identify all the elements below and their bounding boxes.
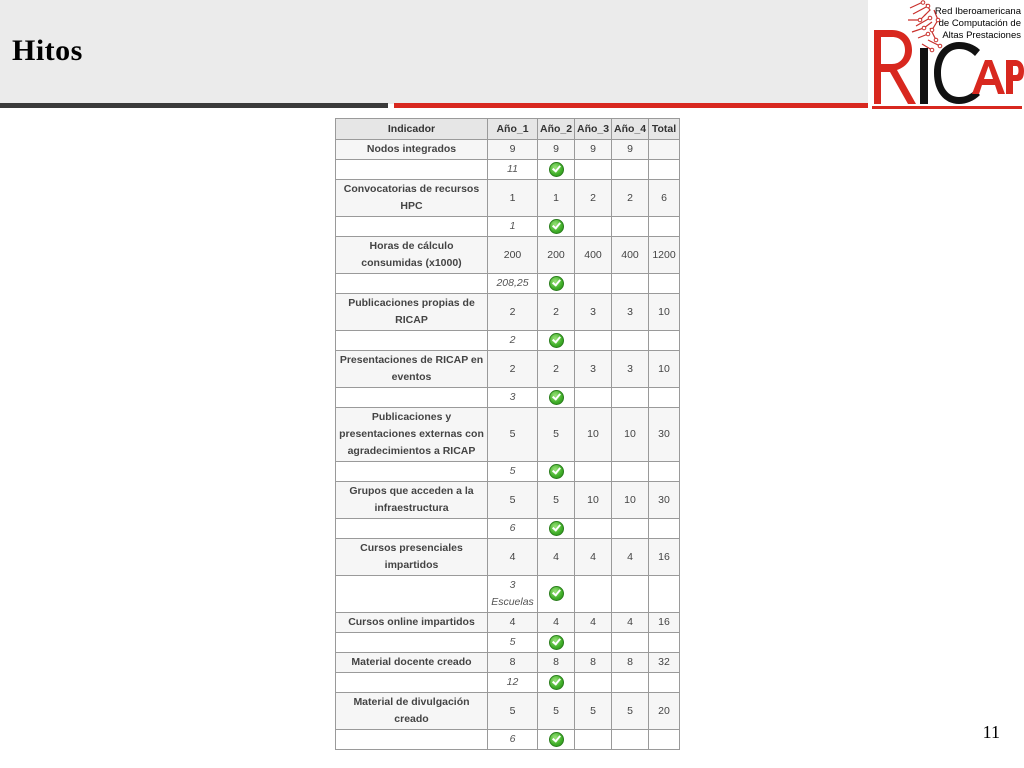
- empty-cell: [575, 730, 612, 750]
- value-cell: 400: [575, 237, 612, 274]
- empty-cell: [336, 217, 488, 237]
- empty-cell: [612, 462, 649, 482]
- table-row: [336, 482, 680, 519]
- value-cell: 30: [649, 482, 680, 519]
- achievement-row: [336, 388, 680, 408]
- value-cell: 2: [612, 180, 649, 217]
- achieved-cell: [488, 388, 538, 408]
- value-cell: 3: [612, 294, 649, 331]
- empty-cell: [612, 576, 649, 613]
- empty-cell: [336, 160, 488, 180]
- table-row: [336, 693, 680, 730]
- empty-cell: [649, 633, 680, 653]
- empty-cell: [575, 673, 612, 693]
- check-circle-icon: [549, 521, 564, 536]
- slide-title: Hitos: [12, 34, 83, 67]
- indicator-cell: Cursos online impartidos: [336, 613, 488, 633]
- value-cell: 5: [538, 693, 575, 730]
- empty-cell: [336, 274, 488, 294]
- check-circle-icon: [549, 333, 564, 348]
- achieved-value: 3 Escuelas: [491, 579, 534, 608]
- achieved-cell: [488, 217, 538, 237]
- achieved-value: 5: [509, 465, 516, 477]
- empty-cell: [649, 519, 680, 539]
- value-cell: 1: [488, 180, 538, 217]
- value-cell: 200: [488, 237, 538, 274]
- empty-cell: [575, 388, 612, 408]
- achieved-cell: [488, 462, 538, 482]
- empty-cell: [612, 274, 649, 294]
- value-cell: 3: [575, 351, 612, 388]
- empty-cell: [612, 160, 649, 180]
- table-row: [336, 180, 680, 217]
- achievement-row: [336, 730, 680, 750]
- check-cell: [538, 217, 575, 237]
- achieved-value: 12: [506, 676, 519, 688]
- table-row: [336, 237, 680, 274]
- check-cell: [538, 576, 575, 613]
- value-cell: 1: [538, 180, 575, 217]
- empty-cell: [612, 673, 649, 693]
- empty-cell: [649, 576, 680, 613]
- value-cell: 9: [538, 140, 575, 160]
- check-circle-icon: [549, 586, 564, 601]
- value-cell: 2: [575, 180, 612, 217]
- table-body: [336, 140, 680, 750]
- value-cell: 10: [575, 408, 612, 462]
- value-cell: 2: [488, 351, 538, 388]
- indicator-cell: Publicaciones propias de RICAP: [336, 294, 488, 331]
- achievement-row: [336, 160, 680, 180]
- achievement-row: [336, 462, 680, 482]
- empty-cell: [612, 730, 649, 750]
- value-cell: 5: [612, 693, 649, 730]
- value-cell: 5: [575, 693, 612, 730]
- empty-cell: [336, 576, 488, 613]
- achievement-row: [336, 633, 680, 653]
- logo-tagline: Red Iberoamericana de Computación de Altas Prestaciones: [934, 6, 1021, 41]
- achieved-cell: [488, 633, 538, 653]
- hitos-table: [335, 118, 680, 750]
- column-header: Total: [649, 119, 680, 140]
- table-row: [336, 653, 680, 673]
- value-cell: 1200: [649, 237, 680, 274]
- page-number: 11: [982, 722, 1000, 742]
- value-cell: [649, 140, 680, 160]
- value-cell: 400: [612, 237, 649, 274]
- empty-cell: [575, 274, 612, 294]
- empty-cell: [336, 462, 488, 482]
- check-cell: [538, 274, 575, 294]
- check-circle-icon: [549, 219, 564, 234]
- value-cell: 4: [488, 613, 538, 633]
- check-circle-icon: [549, 732, 564, 747]
- indicator-cell: Presentaciones de RICAP en eventos: [336, 351, 488, 388]
- indicator-cell: Material de divulgación creado: [336, 693, 488, 730]
- value-cell: 2: [488, 294, 538, 331]
- title-rule-dark: [0, 103, 388, 108]
- check-cell: [538, 160, 575, 180]
- table-row: [336, 294, 680, 331]
- empty-cell: [336, 673, 488, 693]
- empty-cell: [575, 519, 612, 539]
- table-header: [336, 119, 680, 140]
- check-cell: [538, 388, 575, 408]
- table-row: [336, 539, 680, 576]
- indicator-cell: Nodos integrados: [336, 140, 488, 160]
- check-cell: [538, 331, 575, 351]
- value-cell: 4: [612, 539, 649, 576]
- achievement-row: [336, 673, 680, 693]
- empty-cell: [649, 388, 680, 408]
- value-cell: 8: [538, 653, 575, 673]
- column-header: Año_4: [612, 119, 649, 140]
- indicator-cell: Convocatorias de recursos HPC: [336, 180, 488, 217]
- empty-cell: [612, 331, 649, 351]
- header-band: [0, 0, 868, 104]
- achievement-row: [336, 331, 680, 351]
- title-rule-red: [394, 103, 870, 108]
- value-cell: 4: [575, 539, 612, 576]
- achievement-row: [336, 274, 680, 294]
- achieved-value: 11: [507, 163, 518, 175]
- achieved-value: 1: [509, 220, 516, 232]
- value-cell: 32: [649, 653, 680, 673]
- value-cell: 9: [575, 140, 612, 160]
- value-cell: 4: [538, 539, 575, 576]
- achieved-cell: [488, 274, 538, 294]
- value-cell: 4: [575, 613, 612, 633]
- value-cell: 6: [649, 180, 680, 217]
- indicator-cell: Grupos que acceden a la infraestructura: [336, 482, 488, 519]
- achieved-cell: [488, 331, 538, 351]
- column-header: Indicador: [336, 119, 488, 140]
- table-row: [336, 140, 680, 160]
- achieved-value: 208,25: [496, 277, 529, 289]
- empty-cell: [575, 217, 612, 237]
- check-circle-icon: [549, 635, 564, 650]
- value-cell: 3: [575, 294, 612, 331]
- indicator-cell: Material docente creado: [336, 653, 488, 673]
- empty-cell: [649, 673, 680, 693]
- achieved-value: 6: [509, 522, 516, 534]
- value-cell: 8: [612, 653, 649, 673]
- empty-cell: [612, 217, 649, 237]
- achievement-row: [336, 217, 680, 237]
- check-cell: [538, 633, 575, 653]
- empty-cell: [336, 388, 488, 408]
- value-cell: 5: [488, 693, 538, 730]
- column-header: Año_1: [488, 119, 538, 140]
- empty-cell: [649, 331, 680, 351]
- empty-cell: [649, 217, 680, 237]
- value-cell: 16: [649, 539, 680, 576]
- value-cell: 10: [649, 351, 680, 388]
- value-cell: 3: [612, 351, 649, 388]
- empty-cell: [336, 633, 488, 653]
- value-cell: 5: [488, 482, 538, 519]
- column-header: Año_2: [538, 119, 575, 140]
- check-circle-icon: [549, 675, 564, 690]
- value-cell: 10: [612, 482, 649, 519]
- empty-cell: [649, 160, 680, 180]
- check-circle-icon: [549, 390, 564, 405]
- empty-cell: [575, 462, 612, 482]
- indicator-cell: Horas de cálculo consumidas (x1000): [336, 237, 488, 274]
- empty-cell: [336, 331, 488, 351]
- empty-cell: [575, 633, 612, 653]
- empty-cell: [575, 331, 612, 351]
- value-cell: 5: [538, 482, 575, 519]
- empty-cell: [336, 519, 488, 539]
- check-circle-icon: [549, 276, 564, 291]
- table-row: [336, 351, 680, 388]
- value-cell: 8: [488, 653, 538, 673]
- header-row: [336, 119, 680, 140]
- value-cell: 2: [538, 294, 575, 331]
- value-cell: 200: [538, 237, 575, 274]
- achieved-cell: [488, 730, 538, 750]
- empty-cell: [612, 519, 649, 539]
- value-cell: 10: [575, 482, 612, 519]
- achieved-value: 5: [509, 636, 516, 648]
- column-header: Año_3: [575, 119, 612, 140]
- table-row: [336, 613, 680, 633]
- value-cell: 5: [488, 408, 538, 462]
- check-cell: [538, 673, 575, 693]
- achieved-cell: [488, 576, 538, 613]
- value-cell: 16: [649, 613, 680, 633]
- empty-cell: [649, 730, 680, 750]
- empty-cell: [612, 633, 649, 653]
- achieved-value: 6: [509, 733, 516, 745]
- empty-cell: [612, 388, 649, 408]
- check-circle-icon: [549, 162, 564, 177]
- value-cell: 20: [649, 693, 680, 730]
- indicator-cell: Publicaciones y presentaciones externas con agradecimientos a RICAP: [336, 408, 488, 462]
- value-cell: 9: [488, 140, 538, 160]
- value-cell: 4: [612, 613, 649, 633]
- empty-cell: [649, 462, 680, 482]
- value-cell: 8: [575, 653, 612, 673]
- empty-cell: [336, 730, 488, 750]
- achievement-row: [336, 576, 680, 613]
- value-cell: 4: [538, 613, 575, 633]
- empty-cell: [575, 576, 612, 613]
- value-cell: 4: [488, 539, 538, 576]
- achievement-row: [336, 519, 680, 539]
- value-cell: 10: [649, 294, 680, 331]
- empty-cell: [575, 160, 612, 180]
- value-cell: 5: [538, 408, 575, 462]
- achieved-cell: [488, 160, 538, 180]
- empty-cell: [649, 274, 680, 294]
- ricap-logo: [868, 0, 1024, 112]
- value-cell: 30: [649, 408, 680, 462]
- indicator-cell: Cursos presenciales impartidos: [336, 539, 488, 576]
- value-cell: 9: [612, 140, 649, 160]
- table-row: [336, 408, 680, 462]
- value-cell: 2: [538, 351, 575, 388]
- achieved-value: 3: [509, 391, 516, 403]
- value-cell: 10: [612, 408, 649, 462]
- check-circle-icon: [549, 464, 564, 479]
- achieved-cell: [488, 519, 538, 539]
- check-cell: [538, 462, 575, 482]
- achieved-cell: [488, 673, 538, 693]
- achieved-value: 2: [509, 334, 516, 346]
- check-cell: [538, 730, 575, 750]
- check-cell: [538, 519, 575, 539]
